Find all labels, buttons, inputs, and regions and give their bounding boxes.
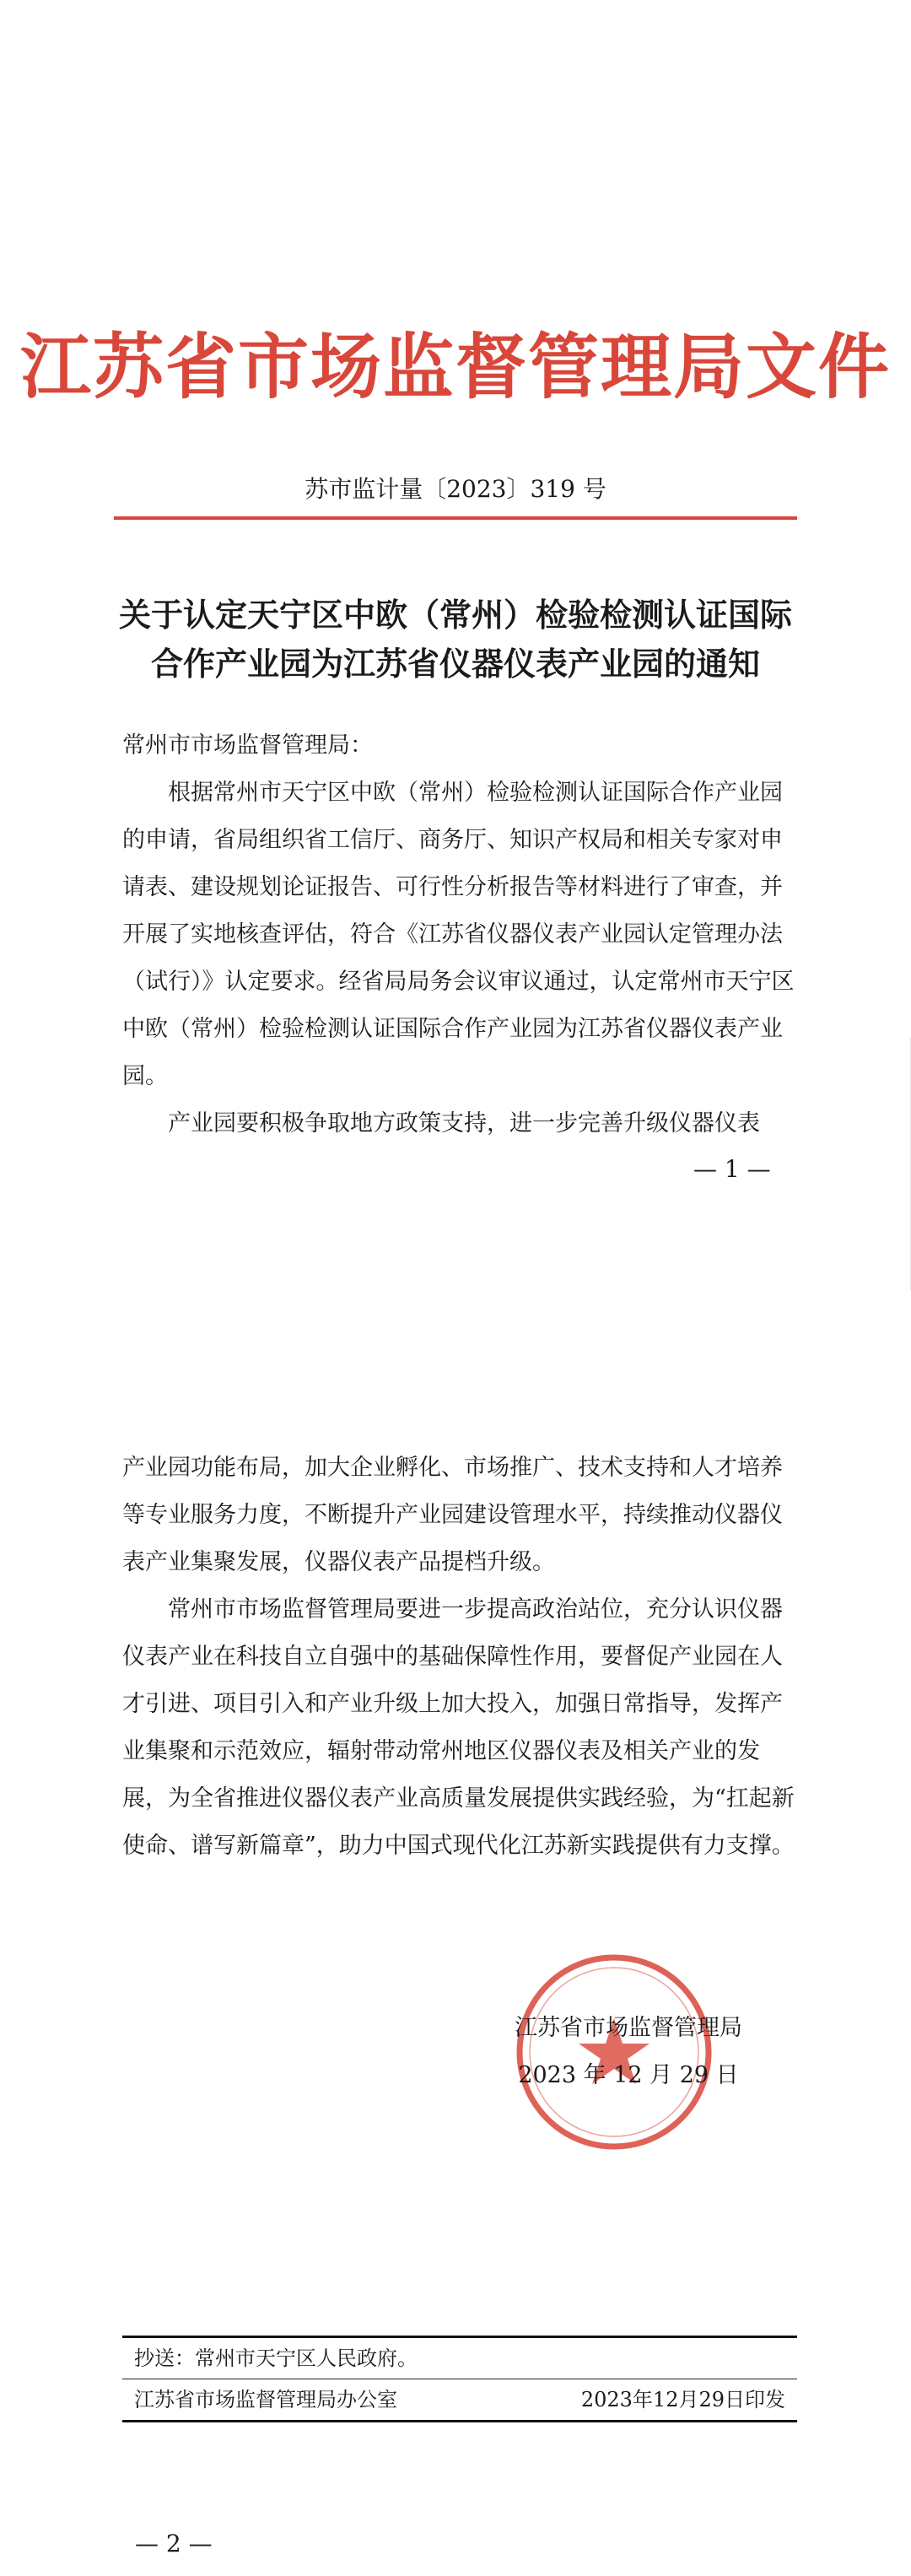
body-page-1 — [122, 722, 797, 1148]
notice-title-line-1: 关于认定天宁区中欧（常州）检验检测认证国际 — [118, 596, 792, 634]
page-number-1: — 1 — — [693, 1155, 771, 1183]
issuer-name: 江苏省市场监督管理局 — [515, 2015, 742, 2041]
issuing-office: 江苏省市场监督管理局办公室 — [134, 2388, 397, 2411]
document-number: 苏市监计量〔2023〕319 号 — [305, 475, 606, 503]
addressee: 常州市市场监督管理局： — [122, 732, 373, 759]
paragraph-3: 常州市市场监督管理局要进一步提高政治站位，充分认识仪器仪表产业在科技自立自强中的基础保障性作用，要督促产业园在人才引进、项目引入和产业升级上加大投入，加强日常指导，发挥产业集聚和示范效应，辐射带动常州地区仪器仪表及相关产业的发展，为全省推进仪器仪表产业高质量发展提供实践经验，为“扛起新使命、谱写新篇章”，助力中国式现代化江苏新实践提供有力支撑。 — [122, 1596, 795, 1859]
paragraph-1: 根据常州市天宁区中欧（常州）检验检测认证国际合作产业园的申请，省局组织省工信厅、商务厅、知识产权局和相关专家对申请表、建设规划论证报告、可行性分析报告等材料进行了审查，并开展了实地核查评估，符合《江苏省仪器仪表产业园认定管理办法（试行）》认定要求。经省局局务会议审议通过，认定常州市天宁区中欧（常州）检验检测认证国际合作产业园为江苏省仪器仪表产业园。 — [122, 780, 795, 1089]
cc-line: 抄送：常州市天宁区人民政府。 — [134, 2346, 418, 2370]
distribution-footer — [122, 2336, 797, 2422]
issue-line — [122, 2379, 797, 2420]
footer-bottom-rule — [122, 2420, 797, 2422]
notice-title — [84, 591, 827, 689]
print-date: 2023年12月29日印发 — [580, 2388, 785, 2411]
issue-date: 2023 年 12 月 29 日 — [518, 2062, 739, 2088]
notice-title-line-2: 合作产业园为江苏省仪器仪表产业园的通知 — [150, 645, 760, 683]
body-page-2 — [122, 1445, 797, 1870]
agency-header-title: 江苏省市场监督管理局文件 — [19, 325, 891, 408]
signature-block — [493, 2005, 763, 2099]
paragraph-2-continued: 产业园功能布局，加大企业孵化、市场推广、技术支持和人才培养等专业服务力度，不断提升产业园建设管理水平，持续推动仪器仪表产业集聚发展，仪器仪表产品提档升级。 — [122, 1455, 783, 1575]
red-separator-line — [114, 516, 797, 520]
page-number-2: — 2 — — [135, 2530, 213, 2557]
paragraph-2-start: 产业园要积极争取地方政策支持，进一步完善升级仪器仪表 — [168, 1110, 760, 1137]
